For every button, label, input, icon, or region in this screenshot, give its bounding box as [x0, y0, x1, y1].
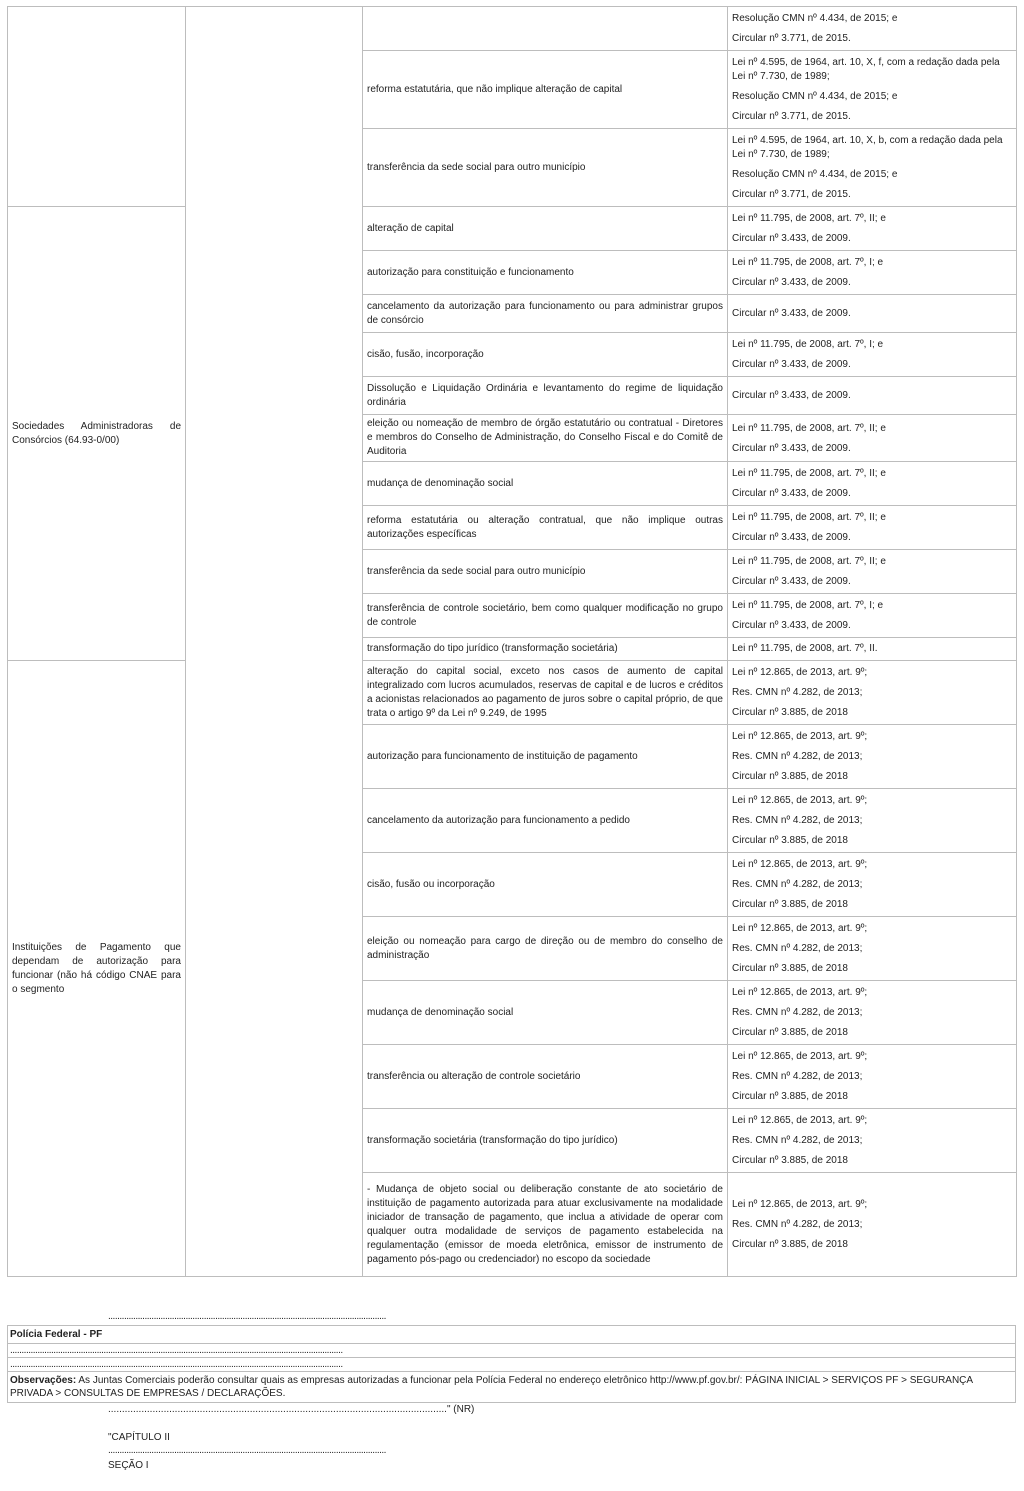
- legal-reference: Res. CMN nº 4.282, de 2013;: [732, 687, 863, 698]
- legal-reference: Lei nº 11.795, de 2008, art. 7º, II; e: [732, 556, 886, 567]
- act-cell: mudança de denominação social: [363, 981, 728, 1045]
- legal-basis-cell: [728, 129, 1017, 207]
- legal-reference: Lei nº 11.795, de 2008, art. 7º, II.: [732, 643, 878, 654]
- legal-reference: Lei nº 12.865, de 2013, art. 9º;: [732, 859, 868, 870]
- act-cell: transferência ou alteração de controle societário: [363, 1045, 728, 1109]
- legal-reference: Lei nº 12.865, de 2013, art. 9º;: [732, 795, 868, 806]
- legal-reference: Res. CMN nº 4.282, de 2013;: [732, 1219, 863, 1230]
- legal-basis-cell: [728, 51, 1017, 129]
- legal-reference: Circular nº 3.771, de 2015.: [732, 189, 851, 200]
- legal-reference: Resolução CMN nº 4.434, de 2015; e: [732, 13, 898, 24]
- act-cell: autorização para funcionamento de instituição de pagamento: [363, 725, 728, 789]
- legal-reference: Circular nº 3.433, de 2009.: [732, 233, 851, 244]
- legal-reference: Res. CMN nº 4.282, de 2013;: [732, 751, 863, 762]
- legal-reference: Lei nº 12.865, de 2013, art. 9º;: [732, 1051, 868, 1062]
- legal-reference: Circular nº 3.433, de 2009.: [732, 576, 851, 587]
- pf-ellipsis-row-1: ..................................................................................................................................................: [8, 1344, 1016, 1358]
- legal-reference: Res. CMN nº 4.282, de 2013;: [732, 879, 863, 890]
- legal-reference: Lei nº 11.795, de 2008, art. 7º, II; e: [732, 213, 886, 224]
- legal-basis-cell: [728, 917, 1017, 981]
- act-cell: [363, 7, 728, 51]
- observations-text: As Juntas Comerciais poderão consultar quais as empresas autorizadas a funcionar pela Polícia Federal no endereço eletrônico http://www.pf.gov.br/: PÁGINA INICIAL > SERVIÇOS PF > SEGURANÇA PRIVADA > CONSULTAS DE EMPRESAS / DECLARAÇÕES.: [10, 1375, 973, 1399]
- legal-basis-cell: [728, 333, 1017, 377]
- legal-reference: Circular nº 3.885, de 2018: [732, 1091, 848, 1102]
- legal-reference: Circular nº 3.433, de 2009.: [732, 389, 851, 401]
- act-cell: alteração do capital social, exceto nos casos de aumento de capital integralizado com lucros acumulados, reservas de capital e de lucros e créditos a acionistas relacionados ao pagamento de juros sobre o capital próprio, de que trata o artigo 9º da Lei nº 9.249, de 1995: [363, 661, 728, 725]
- legal-reference: Circular nº 3.885, de 2018: [732, 835, 848, 846]
- legal-reference: Res. CMN nº 4.282, de 2013;: [732, 1135, 863, 1146]
- legal-basis-cell: [728, 638, 1017, 661]
- act-cell: transformação do tipo jurídico (transformação societária): [363, 638, 728, 661]
- legal-reference: Lei nº 11.795, de 2008, art. 7º, II; e: [732, 468, 886, 479]
- act-cell: alteração de capital: [363, 207, 728, 251]
- legal-reference: Lei nº 4.595, de 1964, art. 10, X, b, com a redação dada pela Lei nº 7.730, de 1989;: [732, 135, 1003, 160]
- legal-reference: Circular nº 3.885, de 2018: [732, 707, 848, 718]
- legal-basis-cell: [728, 251, 1017, 295]
- legal-reference: Res. CMN nº 4.282, de 2013;: [732, 1007, 863, 1018]
- act-cell: cisão, fusão ou incorporação: [363, 853, 728, 917]
- entity-cell: [8, 7, 186, 207]
- pf-title: Polícia Federal - PF: [8, 1326, 1016, 1344]
- legal-reference: Lei nº 12.865, de 2013, art. 9º;: [732, 1199, 868, 1210]
- legal-basis-cell: [728, 377, 1017, 415]
- entity-cell: Instituições de Pagamento que dependam de autorização para funcionar (não há código CNAE para o segmento: [8, 661, 186, 1277]
- act-cell: autorização para constituição e funcionamento: [363, 251, 728, 295]
- legal-reference: Lei nº 11.795, de 2008, art. 7º, I; e: [732, 339, 884, 350]
- table-wrapper: [7, 6, 1016, 1277]
- table-row: [8, 207, 1017, 251]
- legal-basis-cell: [728, 1045, 1017, 1109]
- act-cell: eleição ou nomeação de membro de órgão estatutário ou contratual - Diretores e membros do Conselho de Administração, do Conselho Fiscal e do Comitê de Auditoria: [363, 415, 728, 462]
- legal-reference: Circular nº 3.885, de 2018: [732, 899, 848, 910]
- legal-reference: Circular nº 3.771, de 2015.: [732, 33, 851, 44]
- chapter-heading: "CAPÍTULO II: [108, 1432, 170, 1443]
- legal-reference: Lei nº 11.795, de 2008, art. 7º, II; e: [732, 422, 886, 434]
- act-cell: Dissolução e Liquidação Ordinária e levantamento do regime de liquidação ordinária: [363, 377, 728, 415]
- legal-basis-cell: [728, 853, 1017, 917]
- legal-basis-cell: [728, 207, 1017, 251]
- act-cell: cancelamento da autorização para funcionamento a pedido: [363, 789, 728, 853]
- nr-line: .........................................................................................................................." (NR): [108, 1404, 475, 1415]
- policia-federal-table: [7, 1325, 1016, 1403]
- legal-reference: Resolução CMN nº 4.434, de 2015; e: [732, 169, 898, 180]
- act-cell: transformação societária (transformação do tipo jurídico): [363, 1109, 728, 1173]
- legal-basis-cell: [728, 295, 1017, 333]
- legal-reference: Circular nº 3.433, de 2009.: [732, 307, 851, 319]
- legal-reference: Circular nº 3.885, de 2018: [732, 771, 848, 782]
- legal-basis-cell: [728, 506, 1017, 550]
- legal-reference: Lei nº 11.795, de 2008, art. 7º, I; e: [732, 600, 884, 611]
- legal-basis-cell: [728, 7, 1017, 51]
- legal-reference: Resolução CMN nº 4.434, de 2015; e: [732, 91, 898, 102]
- act-cell: transferência da sede social para outro município: [363, 129, 728, 207]
- act-cell: - Mudança de objeto social ou deliberação constante de ato societário de instituição de pagamento autorizada para atuar exclusivamente na modalidade iniciador de transação de pagamento, que inclua a atividade de operar com qualquer outra modalidade de serviços de pagamento estabelecida na regulamentação (emissor de moeda eletrônica, emissor de instrumento de pagamento pós-pago ou credenciador) no escopo da sociedade: [363, 1173, 728, 1277]
- ellipsis-line: ..........................................................................................................................: [108, 1311, 386, 1322]
- legal-reference: Circular nº 3.433, de 2009.: [732, 532, 851, 543]
- legal-reference: Lei nº 12.865, de 2013, art. 9º;: [732, 987, 868, 998]
- act-cell: cisão, fusão, incorporação: [363, 333, 728, 377]
- footer-ellipsis: ..........................................................................................................................: [108, 1445, 386, 1456]
- legal-reference: Circular nº 3.433, de 2009.: [732, 442, 851, 454]
- legal-reference: Res. CMN nº 4.282, de 2013;: [732, 815, 863, 826]
- table-row: [8, 7, 1017, 51]
- act-cell: eleição ou nomeação para cargo de direção ou de membro do conselho de administração: [363, 917, 728, 981]
- legal-basis-cell: [728, 462, 1017, 506]
- entity-cell: Sociedades Administradoras de Consórcios (64.93-0/00): [8, 207, 186, 661]
- observations-label: Observações:: [10, 1375, 77, 1386]
- act-cell: transferência de controle societário, bem como qualquer modificação no grupo de controle: [363, 594, 728, 638]
- legal-reference: Circular nº 3.433, de 2009.: [732, 277, 851, 288]
- legal-basis-cell: [728, 415, 1017, 462]
- pf-ellipsis-row-2: ..................................................................................................................................................: [8, 1358, 1016, 1372]
- section-heading: SEÇÃO I: [108, 1460, 149, 1471]
- legal-reference: Res. CMN nº 4.282, de 2013;: [732, 1071, 863, 1082]
- act-cell: transferência da sede social para outro município: [363, 550, 728, 594]
- empty-column-cell: [186, 7, 363, 1277]
- legal-basis-cell: [728, 1109, 1017, 1173]
- legal-reference: Circular nº 3.885, de 2018: [732, 1239, 848, 1250]
- legal-basis-cell: [728, 1173, 1017, 1277]
- legal-reference: Lei nº 11.795, de 2008, art. 7º, I; e: [732, 257, 884, 268]
- table-row: [8, 661, 1017, 725]
- legal-reference: Lei nº 12.865, de 2013, art. 9º;: [732, 923, 868, 934]
- legal-reference: Res. CMN nº 4.282, de 2013;: [732, 943, 863, 954]
- legal-reference: Circular nº 3.433, de 2009.: [732, 620, 851, 631]
- legal-basis-cell: [728, 725, 1017, 789]
- legal-reference: Lei nº 12.865, de 2013, art. 9º;: [732, 1115, 868, 1126]
- legal-reference: Circular nº 3.885, de 2018: [732, 963, 848, 974]
- act-cell: reforma estatutária, que não implique alteração de capital: [363, 51, 728, 129]
- legal-basis-cell: [728, 981, 1017, 1045]
- act-cell: cancelamento da autorização para funcionamento ou para administrar grupos de consórcio: [363, 295, 728, 333]
- legal-reference: Lei nº 4.595, de 1964, art. 10, X, f, com a redação dada pela Lei nº 7.730, de 1989;: [732, 57, 1000, 82]
- legal-reference: Lei nº 12.865, de 2013, art. 9º;: [732, 667, 868, 678]
- authorization-table-body: [8, 7, 1017, 1277]
- legal-reference: Lei nº 11.795, de 2008, art. 7º, II; e: [732, 512, 886, 523]
- legal-reference: Circular nº 3.771, de 2015.: [732, 111, 851, 122]
- authorization-table: [7, 6, 1017, 1277]
- legal-reference: Circular nº 3.433, de 2009.: [732, 359, 851, 370]
- legal-basis-cell: [728, 789, 1017, 853]
- act-cell: reforma estatutária ou alteração contratual, que não implique outras autorizações específicas: [363, 506, 728, 550]
- act-cell: mudança de denominação social: [363, 462, 728, 506]
- legal-basis-cell: [728, 661, 1017, 725]
- legal-reference: Circular nº 3.885, de 2018: [732, 1027, 848, 1038]
- legal-reference: Circular nº 3.885, de 2018: [732, 1155, 848, 1166]
- legal-basis-cell: [728, 594, 1017, 638]
- legal-reference: Circular nº 3.433, de 2009.: [732, 488, 851, 499]
- legal-reference: Lei nº 12.865, de 2013, art. 9º;: [732, 731, 868, 742]
- legal-basis-cell: [728, 550, 1017, 594]
- pf-observations: [8, 1372, 1016, 1403]
